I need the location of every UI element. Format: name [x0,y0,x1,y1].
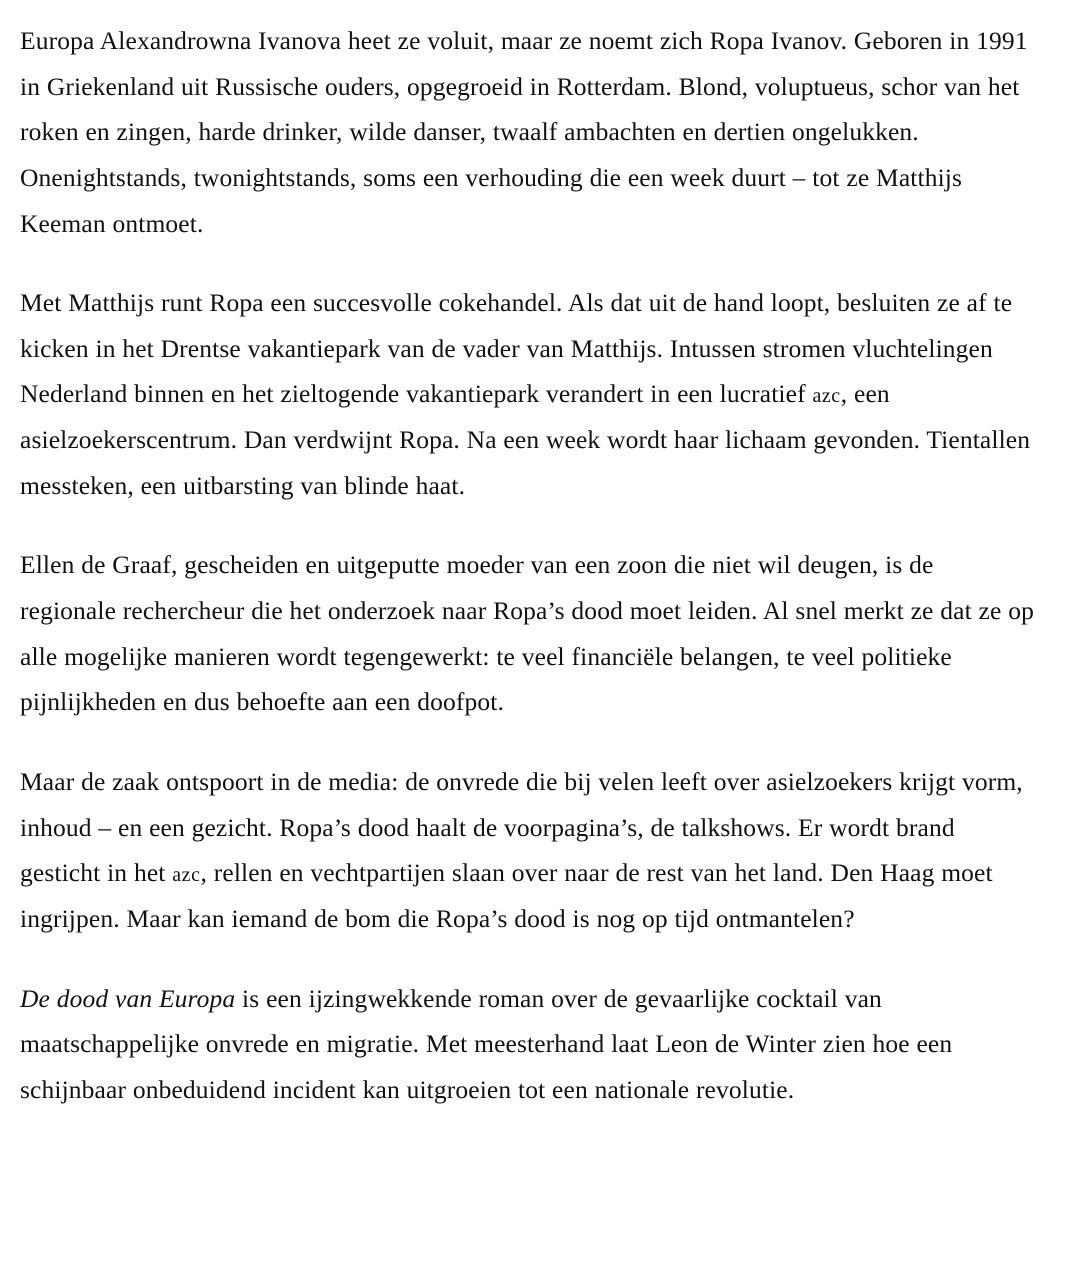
blurb-text-body [20,18,1035,1112]
text-run: , een asielzoekerscentrum. Dan verdwijnt Ropa. Na een week wordt haar lichaam gevonden. Tientallen messteken, een uitbarsting van blinde haat. [20,379,1031,500]
text-run: Ellen de Graaf, gescheiden en uitgeputte moeder van een zoon die niet wil deugen, is de regionale rechercheur die het onderzoek naar Ropa’s dood moet leiden. Al snel merkt ze dat ze op alle mogelijke manieren wordt tegengewerkt: te veel financiële belangen, te veel politieke pijnlijkheden en dus behoefte aan een doofpot. [20,550,1034,717]
text-run: Met Matthijs runt Ropa een succesvolle cokehandel. Als dat uit de hand loopt, besluiten ze af te kicken in het Drentse vakantiepark van de vader van Matthijs. Intussen stromen vluchtelingen Nederland binnen en het zieltogende vakantiepark verandert in een lucratief [20,288,1013,409]
paragraph-p3 [20,542,1035,725]
paragraph-p4 [20,759,1035,942]
text-run: , rellen en vechtpartijen slaan over naar de rest van het land. Den Haag moet ingrijpen. Maar kan iemand de bom die Ropa’s dood is nog op tijd ontmantelen? [20,858,993,933]
text-run: Maar de zaak ontspoort in de media: de onvrede die bij velen leeft over asielzoekers krijgt vorm, inhoud – en een gezicht. Ropa’s dood haalt de voorpagina’s, de talkshows. Er wordt brand gesticht in het [20,766,1023,888]
text-run: is een ijzingwekkende roman over de gevaarlijke cocktail van maatschappelijke onvrede en migratie. Met meesterhand laat Leon de Winter zien hoe een schijnbaar onbeduidend incident kan uitgroeien tot een nationale revolutie. [20,983,953,1104]
paragraph-p5 [20,976,1035,1113]
abbreviation-smallcaps: azc [812,385,841,408]
paragraph-p1 [20,18,1035,246]
book-title-italic: De dood van Europa [20,983,236,1013]
text-run: Europa Alexandrowna Ivanova heet ze voluit, maar ze noemt zich Ropa Ivanov. Geboren in 1991 in Griekenland uit Russische ouders, opgegroeid in Rotterdam. Blond, voluptueus, schor van het roken en zingen, harde drinker, wilde danser, twaalf ambachten en dertien ongelukken. Onenightstands, twonightstands, soms een verhouding die een week duurt – tot ze Matthijs Keeman ontmoet. [20,26,1028,238]
paragraph-p2 [20,280,1035,508]
abbreviation-smallcaps: azc [172,864,201,887]
